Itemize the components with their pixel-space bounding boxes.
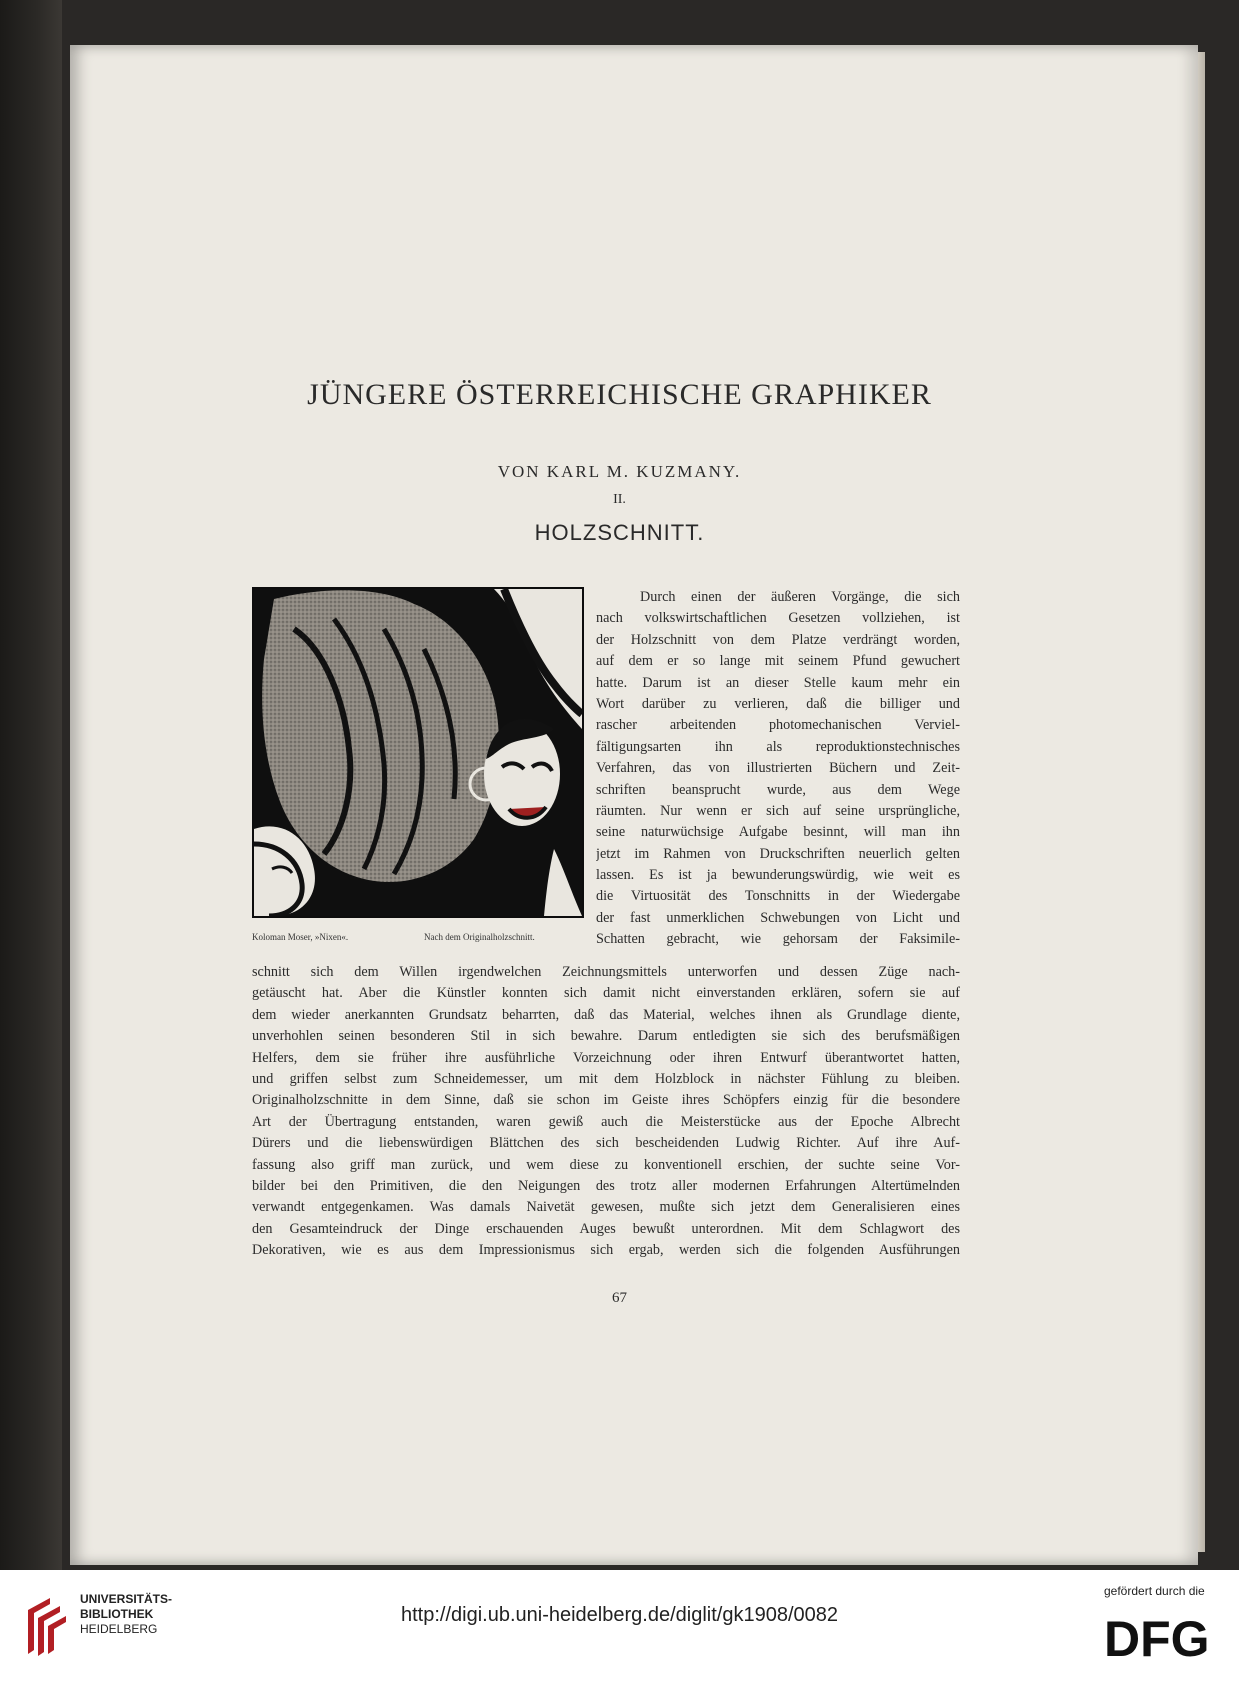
text-line: fältigungsarten ihn als reproduktionstechnisches xyxy=(596,738,960,755)
woodcut-illustration xyxy=(252,587,584,918)
text-line: rascher arbeitenden photomechanischen Verviel- xyxy=(596,717,960,734)
text-line: Schatten gebracht, wie gehorsam der Faksimile- xyxy=(596,931,960,948)
text-line: dem wieder anerkannten Grundsatz beharrten, daß das Material, welches ihnen als Grundlage diente, xyxy=(252,1006,960,1023)
article-byline: VON KARL M. KUZMANY. xyxy=(497,462,742,481)
article-part-number: II. xyxy=(613,492,626,507)
text-line: der fast unmerklichen Schwebungen von Licht und xyxy=(596,909,960,926)
section-heading: HOLZSCHNITT. xyxy=(534,520,705,545)
text-line: auf dem er so lange mit seinem Pfund gewuchert xyxy=(596,653,960,670)
text-line: hatte. Darum ist an dieser Stelle kaum mehr ein xyxy=(596,674,960,691)
library-name-line3: HEIDELBERG xyxy=(80,1622,158,1636)
woodcut-nixen-image xyxy=(254,589,582,916)
text-line: Wort darüber zu verlieren, daß die billiger und xyxy=(596,695,960,712)
text-line: Verfahren, das von illustrierten Büchern und Zeit- xyxy=(596,760,960,777)
text-line: jetzt im Rahmen von Druckschriften neuerlich gelten xyxy=(596,845,960,862)
text-line: räumten. Nur wenn er sich auf seine ursprüngliche, xyxy=(596,802,960,819)
text-line: Durch einen der äußeren Vorgänge, die sich xyxy=(640,589,960,605)
dfg-logo-text: DFG xyxy=(1104,1611,1210,1662)
text-line: Dürers und die liebenswürdigen Blättchen des sich bescheidenden Ludwig Richter. Auf ihre Auf- xyxy=(252,1135,960,1152)
text-line: seine naturwüchsige Aufgabe besinnt, will man ihn xyxy=(596,824,960,841)
text-right-column xyxy=(596,587,960,951)
text-line: Helfers, dem sie früher ihre ausführliche Vorzeichnung oder ihren Entwurf überantwortet hatten, xyxy=(252,1049,960,1066)
text-line: schnitt sich dem Willen irgendwelchen Zeichnungsmittels unterworfen und dessen Züge nach- xyxy=(252,964,960,980)
text-line: und griffen selbst zum Schneidemesser, um mit dem Holzblock in nächster Fühlung zu bleiben. xyxy=(252,1070,960,1087)
text-line: verwandt entgegenkamen. Was damals Naivetät gewesen, mußte sich jetzt dem Generalisieren eines xyxy=(252,1199,960,1216)
book-spine xyxy=(0,0,62,1570)
text-line: unverhohlen seinen besonderen Stil in sich bewahre. Darum entledigten sie sich des berufsmäßigen xyxy=(252,1028,960,1045)
figure-caption-artist: Koloman Moser, »Nixen«. xyxy=(252,932,349,942)
text-line: schriften beansprucht wurde, aus dem Wege xyxy=(596,781,960,798)
text-line: Originalholzschnitte in dem Sinne, daß sie schon im Geiste ihres Schöpfers einzig für die besondere xyxy=(252,1092,960,1109)
text-line: den Gesamteindruck der Dinge erschauenden Auges bewußt unterordnen. Mit dem Schlagwort des xyxy=(252,1220,960,1237)
text-line: der Holzschnitt von dem Platze verdrängt worden, xyxy=(596,631,960,648)
figure-caption-source: Nach dem Originalholzschnitt. xyxy=(424,932,535,942)
text-full-width xyxy=(252,962,960,1261)
text-line: Art der Übertragung entstanden, waren gewiß auch die Meisterstücke aus der Epoche Albrecht xyxy=(252,1113,960,1130)
library-name-line1: UNIVERSITÄTS- xyxy=(80,1592,173,1606)
page-number: 67 xyxy=(612,1290,627,1306)
viewer-footer xyxy=(0,1570,1239,1690)
article-title: JÜNGERE ÖSTERREICHISCHE GRAPHIKER xyxy=(307,378,932,411)
text-line: fassung also griff man zurück, und wem diese zu konventionell erschien, der suchte seine Vor- xyxy=(252,1156,960,1173)
text-line: Dekorativen, wie es aus dem Impressionismus sich ergab, werden sich die folgenden Ausführungen xyxy=(252,1242,960,1259)
text-line: lassen. Es ist ja bewunderungswürdig, wie weit es xyxy=(596,867,960,884)
library-name-line2: BIBLIOTHEK xyxy=(80,1607,154,1621)
dfg-logo-icon xyxy=(1104,1610,1222,1662)
text-line: nach volkswirtschaftlichen Gesetzen vollziehen, ist xyxy=(596,610,960,627)
permalink-url[interactable]: http://digi.ub.uni-heidelberg.de/diglit/gk1908/0082 xyxy=(401,1604,838,1626)
text-line: getäuscht hat. Aber die Künstler konnten sich damit nicht einverstanden erklären, sofern sie auf xyxy=(252,985,960,1002)
text-line: bilder bei den Primitiven, die den Neigungen des trotz aller modernen Erfahrungen Altertümelnden xyxy=(252,1177,960,1194)
funding-label: gefördert durch die xyxy=(1104,1584,1205,1598)
text-line: die Virtuosität des Tonschnitts in der Wiedergabe xyxy=(596,888,960,905)
